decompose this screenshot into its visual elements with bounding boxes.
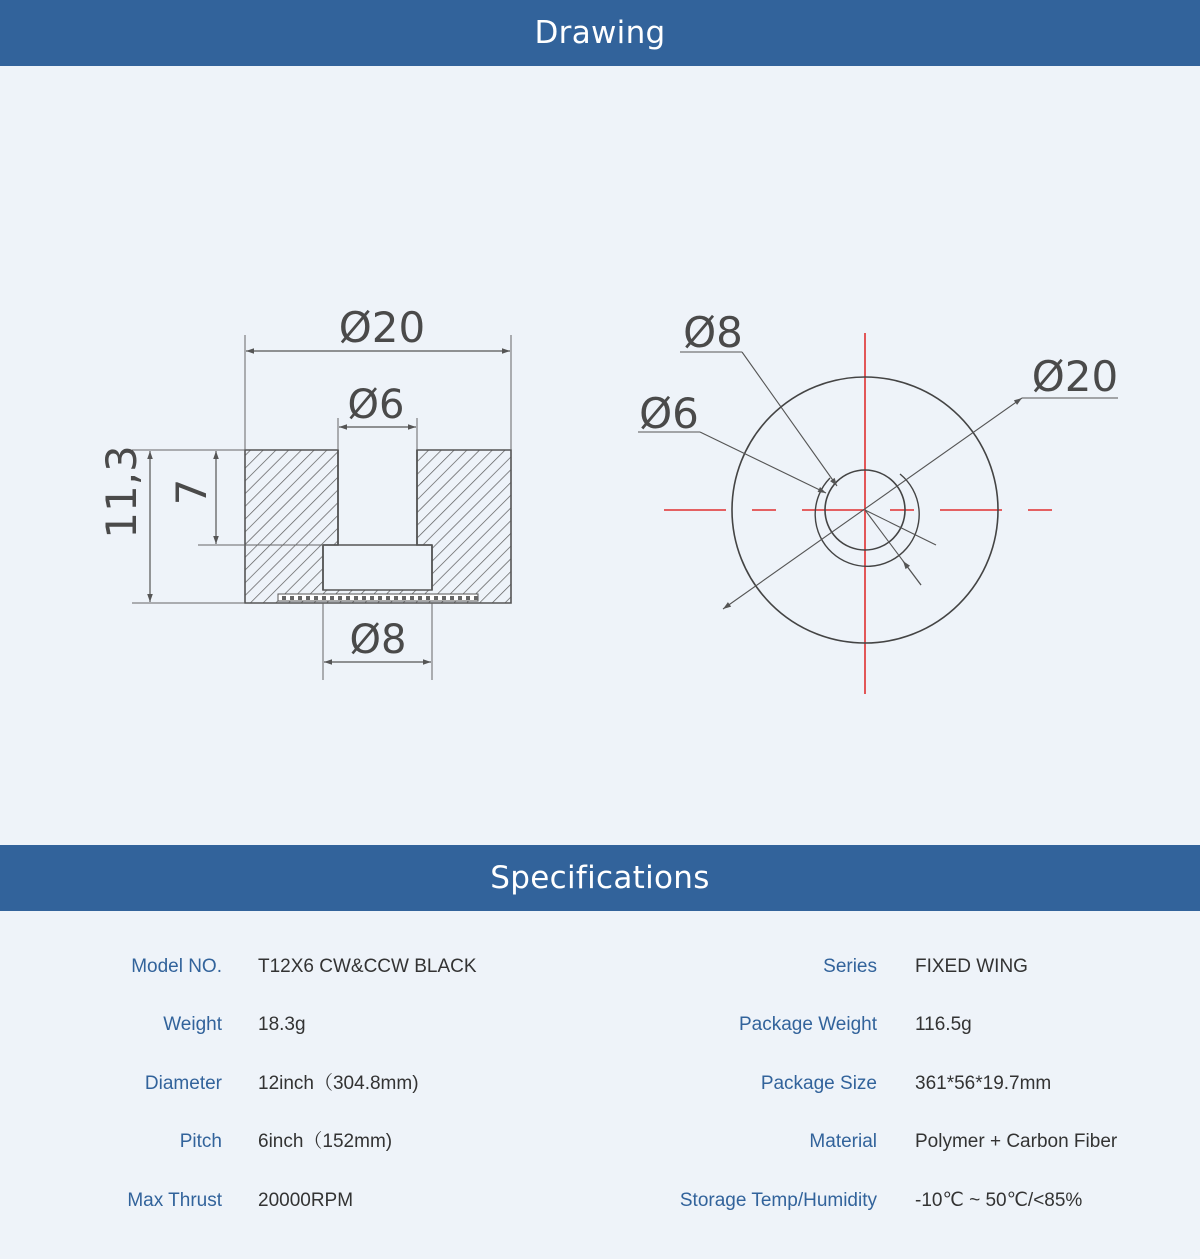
spec-value: -10℃ ~ 50℃/<85%: [915, 1190, 1083, 1211]
knurl-tooth: [378, 596, 382, 600]
top-outer-diameter-label: Ø20: [1031, 352, 1119, 401]
knurl-tooth: [450, 596, 454, 600]
knurl-tooth: [394, 596, 398, 600]
specifications-table: [0, 911, 1200, 1259]
knurl-tooth: [290, 596, 294, 600]
side-body-hatch: [245, 450, 511, 603]
side-total-height-label: 11,3: [97, 445, 146, 539]
knurl-tooth: [386, 596, 390, 600]
spec-row: [0, 1010, 1200, 1040]
spec-value: 116.5g: [915, 1014, 972, 1035]
knurl-tooth: [466, 596, 470, 600]
leader-counterbore: [742, 352, 837, 486]
knurl-tooth: [402, 596, 406, 600]
spec-value: 6inch（152mm): [258, 1131, 393, 1152]
spec-label: Model NO.: [131, 956, 222, 977]
side-view: [97, 303, 511, 680]
leader-outer: [723, 398, 1022, 609]
spec-value: Polymer + Carbon Fiber: [915, 1131, 1118, 1152]
spec-row: [0, 1127, 1200, 1157]
drawing-section-header: [0, 0, 1200, 66]
leader-bore: [700, 432, 826, 493]
knurl-tooth: [346, 596, 350, 600]
spec-label: Max Thrust: [127, 1190, 222, 1211]
spec-label: Package Weight: [738, 1014, 877, 1035]
knurl-tooth: [298, 596, 302, 600]
knurl-tooth: [418, 596, 422, 600]
side-bore-top-label: Ø6: [347, 382, 405, 428]
spec-label: Series: [823, 956, 877, 977]
specs-section-title: Specifications: [490, 860, 710, 896]
spec-label: Pitch: [179, 1131, 222, 1152]
side-outer-diameter-label: Ø20: [338, 303, 426, 352]
knurl-tooth: [434, 596, 438, 600]
knurl-tooth: [442, 596, 446, 600]
knurl-tooth: [362, 596, 366, 600]
spec-label: Material: [809, 1131, 877, 1152]
knurl-tooth: [458, 596, 462, 600]
knurl-tooth: [306, 596, 310, 600]
spec-value: 361*56*19.7mm: [915, 1073, 1052, 1094]
spec-value: 20000RPM: [258, 1190, 354, 1211]
spec-value: FIXED WING: [915, 956, 1028, 977]
spec-row: [0, 952, 1200, 982]
spec-row: [0, 1069, 1200, 1099]
side-bore-outline: [323, 450, 432, 590]
knurl-tooth: [314, 596, 318, 600]
side-bore-depth-label: 7: [167, 478, 216, 506]
drawing-canvas: [0, 66, 1200, 845]
top-view: [638, 308, 1118, 694]
knurl-tooth: [370, 596, 374, 600]
knurl-tooth: [330, 596, 334, 600]
knurl-tooth: [282, 596, 286, 600]
knurl-tooth: [474, 596, 478, 600]
specs-section-header: [0, 845, 1200, 911]
spec-label: Diameter: [144, 1073, 222, 1094]
side-bore-bottom-label: Ø8: [349, 617, 407, 663]
spec-label: Storage Temp/Humidity: [679, 1190, 877, 1211]
drawing-section-title: Drawing: [534, 15, 666, 51]
spec-label: Package Size: [760, 1073, 877, 1094]
spec-label: Weight: [163, 1014, 222, 1035]
spec-value: 18.3g: [258, 1014, 306, 1035]
knurl-tooth: [354, 596, 358, 600]
technical-drawing: [0, 66, 1200, 845]
knurl-tooth: [426, 596, 430, 600]
knurl-tooth: [338, 596, 342, 600]
spec-value: 12inch（304.8mm): [258, 1073, 419, 1094]
spec-value: T12X6 CW&CCW BLACK: [258, 956, 477, 977]
knurl-tooth: [322, 596, 326, 600]
top-bore-label: Ø6: [639, 389, 699, 438]
spec-row: [0, 1186, 1200, 1216]
top-counterbore-label: Ø8: [683, 308, 743, 357]
knurl-tooth: [410, 596, 414, 600]
